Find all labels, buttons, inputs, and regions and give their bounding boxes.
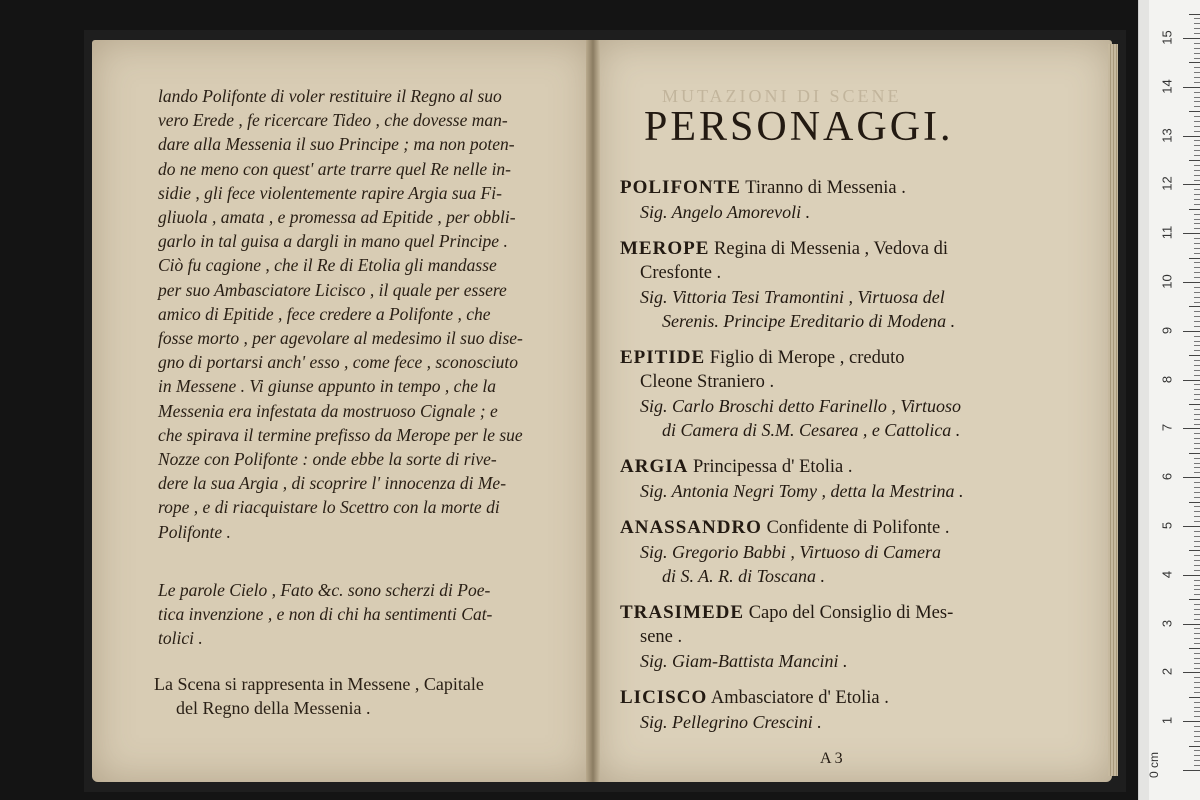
ruler-tick (1194, 223, 1200, 224)
left-page-body (158, 84, 576, 544)
ruler-tick (1194, 345, 1200, 346)
body-text-line: garlo in tal guisa a dargli in mano quel Principe . (158, 231, 508, 252)
ruler-tick (1194, 53, 1200, 54)
ruler-tick (1194, 443, 1200, 444)
ruler-tick (1194, 594, 1200, 595)
ruler-tick (1194, 48, 1200, 49)
body-text-line: rope , e di riacquistare lo Scettro con la morte di (158, 497, 500, 518)
ruler-tick (1194, 658, 1200, 659)
ruler-tick (1194, 638, 1200, 639)
ruler-tick (1194, 570, 1200, 571)
ruler-tick (1183, 136, 1200, 137)
body-text-line: amico di Epitide , fece credere a Polifonte , che (158, 303, 491, 324)
character-name: ANASSANDRO (620, 517, 762, 538)
show-through-text: MUTAZIONI DI SCENE (662, 86, 902, 106)
ruler-tick (1194, 106, 1200, 107)
ruler-tick (1194, 28, 1200, 29)
ruler-tick (1194, 560, 1200, 561)
ruler-tick (1194, 180, 1200, 181)
ruler-tick (1194, 72, 1200, 73)
ruler-tick (1194, 628, 1200, 629)
ruler-tick (1194, 67, 1200, 68)
note-text-line: tica invenzione , e non di chi ha sentimenti Cat- (158, 604, 493, 624)
ruler-tick (1194, 536, 1200, 537)
ruler-tick (1194, 92, 1200, 93)
character-heading (620, 346, 1050, 370)
ruler-tick (1194, 414, 1200, 415)
ruler-tick (1194, 43, 1200, 44)
ruler-tick (1194, 711, 1200, 712)
scale-ruler (1138, 0, 1200, 800)
ruler-label: 13 (1159, 127, 1175, 143)
ruler-tick (1194, 23, 1200, 24)
ruler-tick (1194, 755, 1200, 756)
ruler-tick (1194, 458, 1200, 459)
singer-name: Sig. Pellegrino Crescini . (640, 712, 822, 732)
singer-name-continued: di Camera di S.M. Cesarea , e Cattolica . (662, 420, 961, 440)
character-role-continued: Cresfonte . (640, 263, 722, 283)
ruler-tick (1194, 424, 1200, 425)
ruler-tick (1194, 604, 1200, 605)
singer-name: Sig. Antonia Negri Tomy , detta la Mestrina . (640, 481, 964, 501)
character-name: LICISCO (620, 687, 708, 708)
ruler-tick (1194, 677, 1200, 678)
scene-text-line: del Regno della Messenia . (176, 698, 371, 718)
character-list (620, 176, 1050, 747)
character-name: ARGIA (620, 456, 689, 477)
ruler-tick (1194, 741, 1200, 742)
ruler-tick (1183, 624, 1200, 625)
ruler-tick (1194, 272, 1200, 273)
ruler-tick (1194, 580, 1200, 581)
singer-name-continued: Serenis. Principe Ereditario di Modena . (662, 311, 956, 331)
ruler-tick (1194, 692, 1200, 693)
body-text-line: Nozze con Polifonte : onde ebbe la sorte di rive- (158, 449, 497, 470)
body-text-line: fosse morto , per agevolare al medesimo il suo dise- (158, 328, 523, 349)
ruler-tick (1194, 302, 1200, 303)
ruler-tick (1194, 653, 1200, 654)
ruler-label: 6 (1159, 473, 1175, 481)
ruler-tick (1194, 370, 1200, 371)
ruler-tick (1183, 721, 1200, 722)
ruler-label: 12 (1159, 176, 1175, 192)
ruler-tick (1194, 497, 1200, 498)
character-entry (620, 237, 1050, 333)
character-role: Ambasciatore d' Etolia . (710, 688, 889, 708)
ruler-tick (1194, 228, 1200, 229)
ruler-tick (1194, 131, 1200, 132)
ruler-tick (1194, 384, 1200, 385)
ruler-tick (1194, 101, 1200, 102)
ruler-tick (1194, 546, 1200, 547)
ruler-tick (1194, 219, 1200, 220)
character-heading (620, 176, 1050, 200)
ruler-tick (1189, 111, 1200, 112)
ruler-tick (1194, 633, 1200, 634)
character-entry (620, 516, 1050, 588)
page-title: PERSONAGGI. (644, 104, 954, 150)
ruler-tick (1194, 360, 1200, 361)
ruler-tick (1194, 506, 1200, 507)
character-role-continued: Cleone Straniero . (640, 372, 775, 392)
ruler-tick (1194, 760, 1200, 761)
ruler-tick (1189, 62, 1200, 63)
body-text-line: in Messene . Vi giunse appunto in tempo , che la (158, 376, 496, 397)
character-name: MEROPE (620, 238, 710, 259)
ruler-tick (1194, 726, 1200, 727)
ruler-unit: 0 cm (1147, 751, 1162, 779)
ruler-label: 7 (1159, 424, 1175, 432)
ruler-tick (1194, 643, 1200, 644)
ruler-tick (1194, 541, 1200, 542)
ruler-tick (1189, 258, 1200, 259)
ruler-tick (1194, 448, 1200, 449)
ruler-tick (1194, 165, 1200, 166)
ruler-tick (1189, 14, 1200, 15)
character-entry (620, 346, 1050, 442)
ruler-tick (1189, 697, 1200, 698)
character-role: Tiranno di Messenia . (745, 178, 906, 198)
ruler-tick (1194, 433, 1200, 434)
ruler-label: 1 (1159, 717, 1175, 725)
ruler-tick (1194, 516, 1200, 517)
ruler-tick (1194, 262, 1200, 263)
character-name: TRASIMEDE (620, 602, 745, 623)
left-page-note (158, 578, 576, 650)
ruler-stripe (1139, 0, 1149, 800)
ruler-tick (1189, 550, 1200, 551)
character-heading (620, 516, 1050, 540)
ruler-tick (1194, 287, 1200, 288)
ruler-tick (1194, 170, 1200, 171)
body-text-line: dare alla Messenia il suo Principe ; ma non poten- (158, 134, 515, 155)
ruler-tick (1194, 336, 1200, 337)
ruler-label: 5 (1159, 521, 1175, 530)
ruler-tick (1194, 297, 1200, 298)
ruler-tick (1194, 765, 1200, 766)
left-page-scene (154, 672, 574, 720)
singer-name: Sig. Giam-Battista Mancini . (640, 651, 848, 671)
ruler-tick (1194, 467, 1200, 468)
ruler-label: 2 (1159, 668, 1175, 676)
character-entry (620, 176, 1050, 224)
body-text-line: gno di portarsi anch' esso , come fece , sconosciuto (158, 352, 519, 373)
ruler-tick (1194, 589, 1200, 590)
ruler-tick (1194, 199, 1200, 200)
character-role: Confidente di Polifonte . (766, 518, 950, 538)
character-role: Figlio di Merope , creduto (709, 348, 905, 368)
ruler-tick (1194, 277, 1200, 278)
ruler-tick (1194, 243, 1200, 244)
ruler-tick (1194, 97, 1200, 98)
ruler-tick (1194, 326, 1200, 327)
ruler-tick (1194, 707, 1200, 708)
note-text-line: Le parole Cielo , Fato &c. sono scherzi di Poe- (158, 580, 491, 600)
ruler-tick (1194, 750, 1200, 751)
ruler-tick (1194, 702, 1200, 703)
ruler-tick (1194, 145, 1200, 146)
ruler-label: 9 (1159, 326, 1175, 334)
ruler-tick (1194, 126, 1200, 127)
ruler-tick (1194, 521, 1200, 522)
character-role: Regina di Messenia , Vedova di (714, 239, 948, 259)
ruler-tick (1194, 189, 1200, 190)
singer-name-continued: di S. A. R. di Toscana . (662, 566, 826, 586)
ruler-tick (1194, 716, 1200, 717)
ruler-tick (1194, 175, 1200, 176)
body-text-line: dere la sua Argia , di scoprire l' innocenza di Me- (158, 473, 507, 494)
ruler-tick (1194, 204, 1200, 205)
ruler-tick (1194, 687, 1200, 688)
ruler-tick (1194, 341, 1200, 342)
ruler-tick (1194, 438, 1200, 439)
ruler-tick (1183, 380, 1200, 381)
ruler-tick (1189, 502, 1200, 503)
ruler-tick (1183, 282, 1200, 283)
ruler-tick (1183, 672, 1200, 673)
ruler-tick (1189, 648, 1200, 649)
ruler-tick (1189, 355, 1200, 356)
ruler-tick (1194, 585, 1200, 586)
ruler-tick (1194, 668, 1200, 669)
ruler-tick (1189, 404, 1200, 405)
ruler-tick (1194, 614, 1200, 615)
ruler-tick (1183, 87, 1200, 88)
ruler-tick (1194, 121, 1200, 122)
character-role-continued: sene . (640, 627, 683, 647)
ruler-tick (1194, 555, 1200, 556)
body-text-line: Messenia era infestata da mostruoso Cignale ; e (158, 400, 498, 421)
ruler-tick (1189, 209, 1200, 210)
ruler-tick (1183, 428, 1200, 429)
ruler-tick (1189, 599, 1200, 600)
ruler-label: 4 (1159, 570, 1175, 578)
character-entry (620, 601, 1050, 673)
ruler-tick (1194, 389, 1200, 390)
ruler-label: 3 (1159, 619, 1175, 627)
ruler-tick (1194, 82, 1200, 83)
ruler-label: 10 (1159, 274, 1175, 289)
character-entry (620, 686, 1050, 734)
body-text-line: gliuola , amata , e promessa ad Epitide , per obbli- (158, 207, 516, 228)
ruler-label: 15 (1159, 30, 1175, 45)
body-text-line: Ciò fu cagione , che il Re di Etolia gli mandasse (158, 255, 497, 276)
ruler-tick (1194, 482, 1200, 483)
ruler-tick (1194, 150, 1200, 151)
ruler-tick (1194, 487, 1200, 488)
character-name: EPITIDE (620, 347, 706, 368)
body-text-line: vero Erede , fe ricercare Tideo , che dovesse man- (158, 110, 508, 131)
character-name: POLIFONTE (620, 177, 741, 198)
singer-name: Sig. Angelo Amorevoli . (640, 202, 811, 222)
ruler-tick (1183, 233, 1200, 234)
ruler-tick (1194, 140, 1200, 141)
ruler-tick (1194, 619, 1200, 620)
ruler-tick (1189, 746, 1200, 747)
ruler-tick (1194, 399, 1200, 400)
ruler-tick (1183, 184, 1200, 185)
ruler-tick (1194, 565, 1200, 566)
ruler-tick (1194, 663, 1200, 664)
ruler-tick (1194, 18, 1200, 19)
ruler-tick (1189, 453, 1200, 454)
ruler-label: 8 (1159, 375, 1175, 383)
ruler-tick (1194, 394, 1200, 395)
ruler-tick (1194, 736, 1200, 737)
ruler-tick (1194, 375, 1200, 376)
ruler-tick (1194, 116, 1200, 117)
ruler-tick (1194, 292, 1200, 293)
ruler-tick (1189, 160, 1200, 161)
singer-name: Sig. Gregorio Babbi , Virtuoso di Camera (640, 542, 941, 562)
book-gutter (586, 40, 600, 782)
body-text-line: lando Polifonte di voler restituire il Regno al suo (158, 86, 502, 106)
ruler-tick (1194, 155, 1200, 156)
body-text-line: che spirava il termine prefisso da Merope per le sue (158, 424, 523, 445)
body-text-line: sidie , gli fece violentemente rapire Argia sua Fi- (158, 182, 502, 203)
ruler-tick (1194, 77, 1200, 78)
ruler-tick (1194, 194, 1200, 195)
ruler-label: 11 (1159, 225, 1175, 240)
ruler-tick (1194, 365, 1200, 366)
ruler-tick (1194, 419, 1200, 420)
ruler-tick (1194, 511, 1200, 512)
ruler-tick (1194, 531, 1200, 532)
ruler-tick (1194, 214, 1200, 215)
ruler-tick (1183, 575, 1200, 576)
character-heading (620, 455, 1050, 479)
ruler-tick (1183, 770, 1200, 771)
ruler-tick (1194, 350, 1200, 351)
body-text-line: do ne meno con quest' arte trarre quel Re nelle in- (158, 158, 512, 179)
ruler-tick (1194, 58, 1200, 59)
ruler-tick (1194, 311, 1200, 312)
ruler-tick (1194, 682, 1200, 683)
character-heading (620, 237, 1050, 261)
ruler-label: 14 (1159, 79, 1175, 94)
ruler-tick (1194, 238, 1200, 239)
body-text-line: per suo Ambasciatore Licisco , il quale per essere (158, 279, 507, 300)
ruler-tick (1194, 253, 1200, 254)
ruler-tick (1189, 306, 1200, 307)
ruler-tick (1194, 472, 1200, 473)
singer-name: Sig. Vittoria Tesi Tramontini , Virtuosa del (640, 287, 945, 307)
singer-name: Sig. Carlo Broschi detto Farinello , Virtuoso (640, 396, 961, 416)
ruler-tick (1183, 331, 1200, 332)
character-entry (620, 455, 1050, 503)
ruler-tick (1194, 267, 1200, 268)
body-text-line: Polifonte . (158, 521, 231, 542)
signature-mark: A 3 (820, 750, 843, 767)
ruler-tick (1194, 409, 1200, 410)
ruler-tick (1194, 248, 1200, 249)
ruler-tick (1183, 526, 1200, 527)
note-text-line: tolici . (158, 628, 203, 648)
ruler-tick (1183, 477, 1200, 478)
scene-text-line: La Scena si rappresenta in Messene , Capitale (154, 674, 484, 694)
ruler-tick (1194, 316, 1200, 317)
character-heading (620, 686, 1050, 710)
ruler-tick (1194, 463, 1200, 464)
ruler-tick (1194, 33, 1200, 34)
character-role: Principessa d' Etolia . (692, 457, 853, 477)
character-role: Capo del Consiglio di Mes- (748, 603, 954, 623)
ruler-tick (1194, 321, 1200, 322)
character-heading (620, 601, 1050, 625)
ruler-tick (1194, 492, 1200, 493)
ruler-tick (1194, 609, 1200, 610)
ruler-tick (1194, 731, 1200, 732)
page-edges (1108, 44, 1118, 776)
ruler-tick (1183, 38, 1200, 39)
